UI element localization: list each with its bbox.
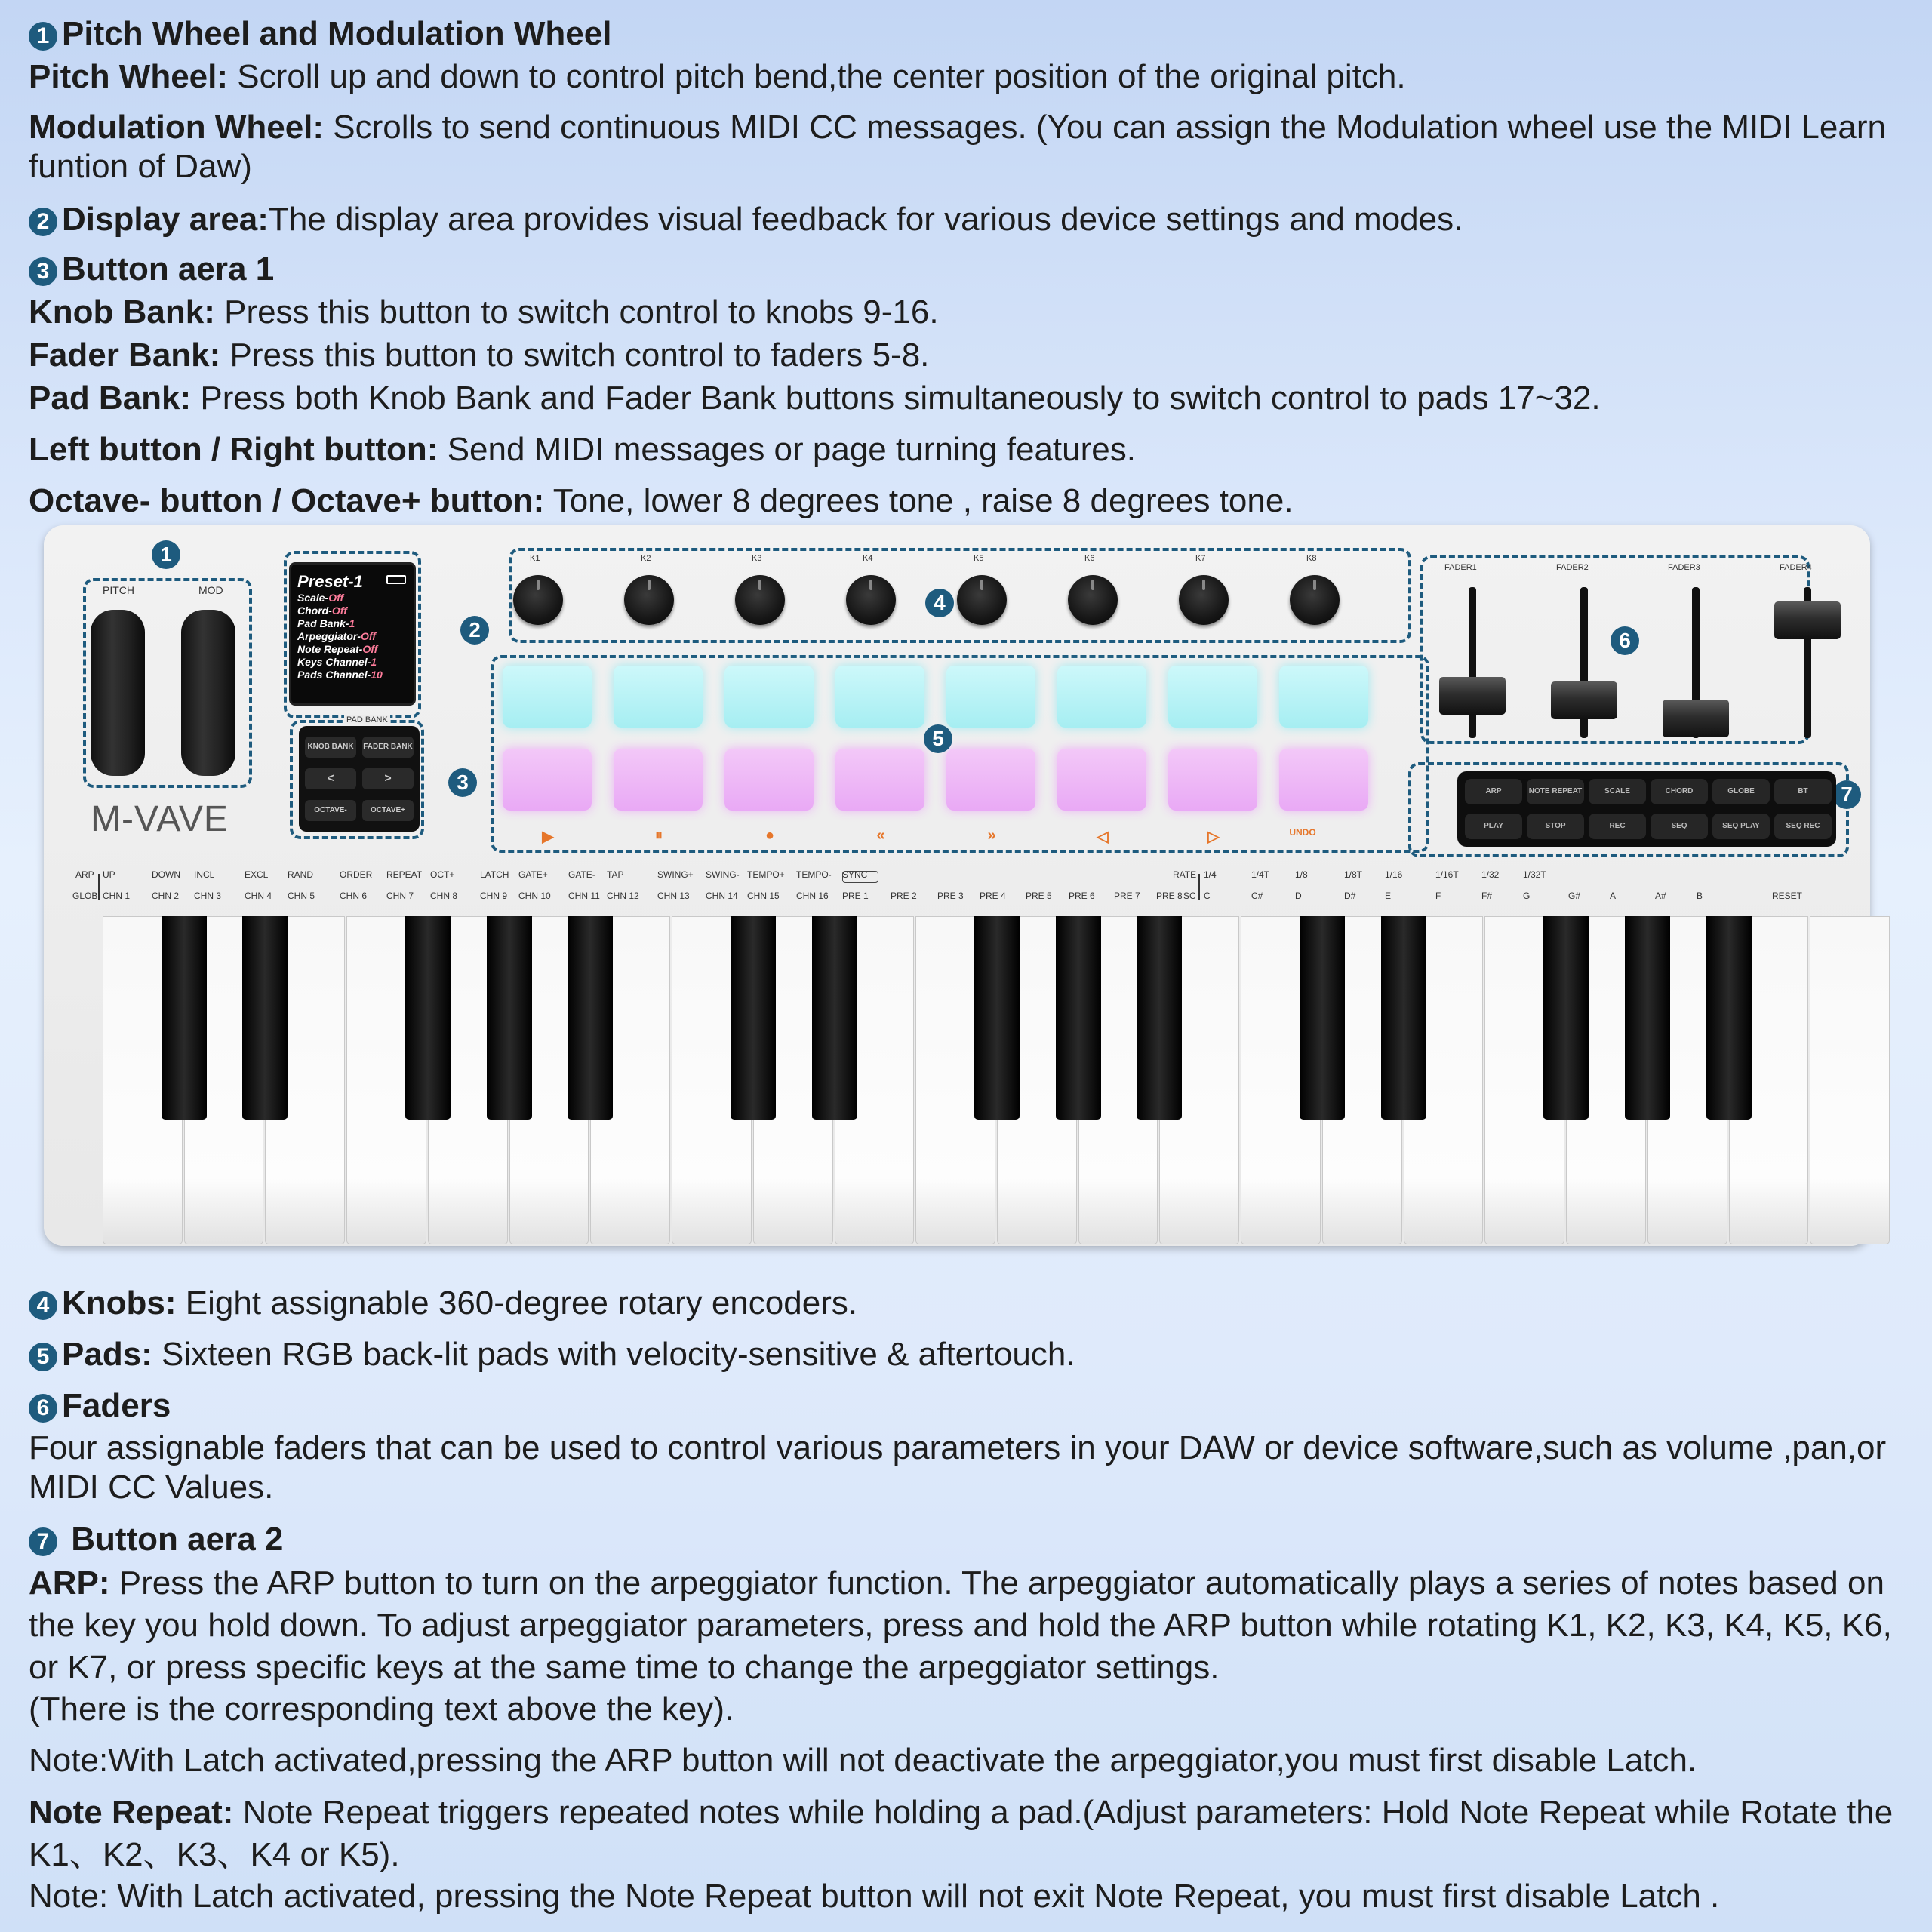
key-top-label: 1/32 — [1481, 869, 1500, 880]
key-bottom-label: PRE 1 — [842, 891, 869, 901]
button-area-2 — [1457, 771, 1836, 847]
pitch-wheel[interactable] — [91, 610, 145, 776]
key-bottom-label: CHN 8 — [430, 891, 458, 901]
display-area-desc — [29, 199, 1908, 240]
knob-1[interactable] — [513, 575, 563, 625]
key-bottom-label: PRE 8 — [1156, 891, 1183, 901]
text: Tone, lower 8 degrees tone , raise 8 degrees tone. — [544, 482, 1294, 519]
left-button[interactable]: < — [305, 768, 356, 789]
screen-value: 1 — [371, 656, 377, 668]
battery-icon — [386, 575, 406, 584]
text: Scroll up and down to control pitch bend,the center position of the original pitch. — [228, 58, 1406, 95]
label: Fader Bank: — [29, 337, 221, 374]
knob-label: K8 — [1306, 554, 1317, 563]
screen-value: Off — [331, 605, 347, 617]
key-top-label: SWING- — [706, 869, 740, 880]
screen-key: Pads Channel- — [297, 669, 371, 681]
screen-line — [297, 592, 408, 605]
black-key[interactable] — [568, 916, 613, 1120]
fader-track — [1469, 587, 1476, 738]
transport-label: « — [876, 827, 885, 844]
key-top-label: OCT+ — [430, 869, 455, 880]
knob-6[interactable] — [1068, 575, 1118, 625]
key-bottom-label: CHN 16 — [796, 891, 829, 901]
callout-4-badge: 4 — [29, 1291, 57, 1320]
fader-bank-desc — [29, 335, 1908, 376]
black-key[interactable] — [1381, 916, 1426, 1120]
callout-2-badge: 2 — [29, 208, 57, 236]
text: Press the ARP button to turn on the arpeggiator function. The arpeggiator automatically plays a series of notes based on the key you hold down. To adjust arpeggiator parameters, press and hold the ARP button while rotating K1, K2, K3, K4, K5, K6, or K7, or press specific keys at the same time to change the arpeggiator settings. — [29, 1564, 1892, 1686]
key-bottom-label: PRE 5 — [1026, 891, 1052, 901]
key-bottom-label: B — [1697, 891, 1703, 901]
pad-7[interactable] — [1168, 666, 1257, 728]
label: Display area: — [62, 201, 269, 238]
globe-button[interactable]: GLOBE — [1712, 779, 1770, 804]
callout-6-badge: 6 — [29, 1394, 57, 1423]
black-key[interactable] — [162, 916, 207, 1120]
screen-key: Keys Channel- — [297, 656, 371, 668]
knob-label: K4 — [863, 554, 873, 563]
screen-line — [297, 669, 408, 681]
knob-label: K5 — [974, 554, 984, 563]
black-key[interactable] — [1706, 916, 1752, 1120]
pad-8[interactable] — [1279, 666, 1368, 728]
knob-label: K7 — [1195, 554, 1206, 563]
text: Scrolls to send continuous MIDI CC messages. (You can assign the Modulation wheel use the MIDI Learn funtion of Daw) — [29, 109, 1886, 185]
key-bottom-label: CHN 2 — [152, 891, 180, 901]
key-top-label: TAP — [607, 869, 624, 880]
midi-controller-device — [44, 525, 1870, 1246]
key-bottom-label: CHN 15 — [747, 891, 780, 901]
key-bottom-label: PRE 3 — [937, 891, 964, 901]
key-bottom-label: SC — [1183, 891, 1196, 901]
key-top-label: 1/16T — [1435, 869, 1459, 880]
callout-1: 1 — [152, 540, 180, 569]
heading-text: Button aera 2 — [62, 1521, 284, 1558]
text: Note Repeat triggers repeated notes while holding a pad.(Adjust parameters: Hold Note Repeat while Rotate the K1、K2、K3、K4 or K5). — [29, 1794, 1894, 1873]
key-top-label: TEMPO- — [796, 869, 832, 880]
key-top-label: 1/4T — [1251, 869, 1270, 880]
knob-8[interactable] — [1290, 575, 1340, 625]
black-key[interactable] — [731, 916, 776, 1120]
key-bottom-label: CHN 1 — [103, 891, 131, 901]
heading-faders — [29, 1386, 1908, 1426]
callout-7-badge: 7 — [29, 1527, 57, 1556]
key-bottom-label: CHN 10 — [518, 891, 551, 901]
text: Eight assignable 360-degree rotary encoders. — [176, 1284, 858, 1321]
key-top-label: TEMPO+ — [747, 869, 785, 880]
text: Sixteen RGB back-lit pads with velocity-sensitive & aftertouch. — [152, 1336, 1075, 1373]
mod-label: MOD — [198, 584, 223, 596]
key-bottom-label: D — [1295, 891, 1302, 901]
knobs-desc — [29, 1283, 1908, 1324]
key-top-label: SYNC — [842, 869, 868, 880]
screen-key: Scale- — [297, 592, 329, 604]
screen-value: 10 — [371, 669, 383, 681]
fader-label: FADER3 — [1668, 563, 1700, 572]
pad-15[interactable] — [1168, 749, 1257, 811]
key-top-label: LATCH — [480, 869, 509, 880]
key-bottom-label: CHN 12 — [607, 891, 639, 901]
note-repeat-desc — [29, 1792, 1908, 1876]
fader-4-cap[interactable] — [1774, 601, 1841, 639]
faders-desc: Four assignable faders that can be used to control various parameters in your DAW or device software,such as volume ,pan,or MIDI CC Values. — [29, 1429, 1887, 1506]
key-top-label: 1/4 — [1204, 869, 1217, 880]
keyboard — [103, 916, 1891, 1244]
key-bottom-label: A — [1610, 891, 1617, 901]
octave-desc — [29, 481, 1908, 521]
fader-label: FADER4 — [1780, 563, 1812, 572]
pad-16[interactable] — [1279, 749, 1368, 811]
fader-1-cap[interactable] — [1439, 677, 1506, 715]
knob-label: K1 — [530, 554, 540, 563]
fader-label: FADER1 — [1444, 563, 1477, 572]
pad-2[interactable] — [614, 666, 703, 728]
callout-5: 5 — [924, 724, 952, 753]
knob-2[interactable] — [624, 575, 674, 625]
text: Press this button to switch control to faders 5-8. — [220, 337, 930, 374]
note-repeat-latch-note: Note: With Latch activated, pressing the Note Repeat button will not exit Note Repeat, you must first disable Latch . — [29, 1878, 1720, 1915]
black-key[interactable] — [487, 916, 532, 1120]
key-bottom-label: CHN 3 — [194, 891, 222, 901]
knob-bank-desc — [29, 292, 1908, 333]
pads-desc — [29, 1334, 1908, 1375]
heading-pitch-mod — [29, 14, 1908, 54]
text: Press both Knob Bank and Fader Bank buttons simultaneously to switch control to pads 17~32. — [191, 380, 1601, 417]
key-top-label: RATE — [1173, 869, 1197, 880]
key-bottom-label: PRE 7 — [1114, 891, 1140, 901]
key-bottom-label: PRE 4 — [980, 891, 1006, 901]
heading-button-area-2 — [29, 1519, 1908, 1560]
key-top-label: 1/8T — [1344, 869, 1363, 880]
key-bottom-label: CHN 6 — [340, 891, 368, 901]
screen-line — [297, 643, 408, 656]
knob-5[interactable] — [957, 575, 1007, 625]
divider — [1198, 874, 1200, 900]
pitch-label: PITCH — [103, 584, 134, 596]
label: ARP: — [29, 1564, 110, 1601]
key-top-label: 1/32T — [1523, 869, 1546, 880]
callout-3-badge: 3 — [29, 257, 57, 286]
knob-3[interactable] — [735, 575, 785, 625]
label: Knobs: — [62, 1284, 177, 1321]
callout-4: 4 — [925, 589, 954, 617]
arp-latch-note: Note:With Latch activated,pressing the ARP button will not deactivate the arpeggiator,you must first disable Latch. — [29, 1742, 1697, 1779]
screen-key: Pad Bank- — [297, 617, 349, 629]
label: Modulation Wheel: — [29, 109, 325, 146]
modulation-wheel[interactable] — [181, 610, 235, 776]
knob-4[interactable] — [846, 575, 896, 625]
octave-minus-button[interactable]: OCTAVE- — [305, 800, 356, 821]
transport-label: ▷ — [1208, 829, 1220, 845]
scale-button[interactable]: SCALE — [1589, 779, 1646, 804]
knob-label: K2 — [641, 554, 651, 563]
callout-3: 3 — [448, 768, 477, 797]
key-top-label: GATE+ — [518, 869, 548, 880]
key-bottom-label: C — [1204, 891, 1211, 901]
callout-7: 7 — [1832, 780, 1861, 809]
arp-note-paren: (There is the corresponding text above the key). — [29, 1690, 734, 1727]
transport-label: UNDO — [1289, 827, 1316, 838]
key-top-label: 1/16 — [1385, 869, 1403, 880]
pad-bank-label: PAD BANK — [344, 715, 390, 724]
black-key[interactable] — [1056, 916, 1101, 1120]
key-bottom-label: GLOB — [72, 891, 98, 901]
key-bottom-label: E — [1385, 891, 1392, 901]
key-top-label: REPEAT — [386, 869, 423, 880]
screen-value: Off — [328, 592, 344, 604]
key-top-label: DOWN — [152, 869, 180, 880]
key-bottom-label: CHN 5 — [288, 891, 315, 901]
screen-value: 1 — [349, 617, 355, 629]
key-bottom-label: G# — [1568, 891, 1581, 901]
key-bottom-label: CHN 14 — [706, 891, 738, 901]
label: Pad Bank: — [29, 380, 192, 417]
screen-line — [297, 656, 408, 669]
mod-wheel-desc — [29, 108, 1908, 186]
stop-button[interactable]: STOP — [1527, 814, 1584, 839]
display-screen — [289, 562, 416, 706]
note-repeat-button[interactable]: NOTE REPEAT — [1527, 779, 1584, 804]
divider — [98, 874, 100, 900]
text: Press this button to switch control to knobs 9-16. — [214, 294, 939, 331]
pad-10[interactable] — [614, 749, 703, 811]
transport-label: ● — [764, 827, 775, 844]
knob-bank-button[interactable]: KNOB BANK — [305, 737, 356, 758]
key-top-label: 1/8 — [1295, 869, 1308, 880]
text: Send MIDI messages or page turning features. — [438, 431, 1136, 468]
pad-12[interactable] — [835, 749, 924, 811]
screen-value: Off — [361, 630, 376, 642]
knob-7[interactable] — [1179, 575, 1229, 625]
key-top-label: GATE- — [568, 869, 595, 880]
sync-box — [842, 871, 878, 883]
key-top-label: SWING+ — [657, 869, 694, 880]
key-top-label: EXCL — [245, 869, 269, 880]
seq-rec-button[interactable]: SEQ REC — [1774, 814, 1832, 839]
black-key[interactable] — [974, 916, 1020, 1120]
label: Left button / Right button: — [29, 431, 438, 468]
fader-bank-button[interactable]: FADER BANK — [362, 737, 414, 758]
right-button[interactable]: > — [362, 768, 414, 789]
key-bottom-label: PRE 2 — [891, 891, 917, 901]
arp-desc — [29, 1562, 1908, 1689]
black-key[interactable] — [812, 916, 857, 1120]
black-key[interactable] — [1625, 916, 1670, 1120]
heading-text: Pitch Wheel and Modulation Wheel — [62, 15, 612, 52]
pad-13[interactable] — [946, 749, 1035, 811]
screen-key: Note Repeat- — [297, 643, 363, 655]
key-top-label: INCL — [194, 869, 215, 880]
callout-1-badge: 1 — [29, 22, 57, 51]
pad-9[interactable] — [503, 749, 592, 811]
transport-label: ◁ — [1097, 829, 1109, 845]
label: Knob Bank: — [29, 294, 215, 331]
callout-5-badge: 5 — [29, 1343, 57, 1371]
heading-button-area-1 — [29, 249, 1908, 290]
pad-bank-desc — [29, 378, 1908, 419]
key-bottom-label: CHN 11 — [568, 891, 600, 901]
screen-lines — [297, 592, 408, 681]
label: Octave- button / Octave+ button: — [29, 482, 545, 519]
transport-label: ⏸ — [655, 827, 663, 844]
key-bottom-label: C# — [1251, 891, 1263, 901]
play-button[interactable]: PLAY — [1465, 814, 1522, 839]
black-key[interactable] — [1300, 916, 1345, 1120]
key-bottom-label: CHN 9 — [480, 891, 508, 901]
bt-button[interactable]: BT — [1774, 779, 1832, 804]
label: Pitch Wheel: — [29, 58, 229, 95]
key-bottom-label: RESET — [1772, 891, 1803, 901]
transport-label: » — [987, 827, 996, 844]
screen-line — [297, 630, 408, 643]
heading-text: Button aera 1 — [62, 251, 275, 288]
key-bottom-label: D# — [1344, 891, 1356, 901]
pad-1[interactable] — [503, 666, 592, 728]
screen-key: Chord- — [297, 605, 332, 617]
seq-button[interactable]: SEQ — [1651, 814, 1708, 839]
arp-button[interactable]: ARP — [1465, 779, 1522, 804]
key-top-label: RAND — [288, 869, 314, 880]
fader-3-cap[interactable] — [1663, 700, 1729, 737]
pad-3[interactable] — [724, 666, 814, 728]
brand-logo: M-VAVE — [91, 799, 229, 839]
pitch-wheel-desc — [29, 57, 1908, 97]
key-bottom-label: CHN 13 — [657, 891, 690, 901]
seq-play-button[interactable]: SEQ PLAY — [1712, 814, 1770, 839]
pad-11[interactable] — [724, 749, 814, 811]
black-key[interactable] — [405, 916, 451, 1120]
key-bottom-label: CHN 7 — [386, 891, 414, 901]
callout-6: 6 — [1611, 626, 1639, 655]
transport-label: ▶ — [542, 829, 554, 845]
fader-2-cap[interactable] — [1551, 681, 1617, 719]
key-top-label: ARP — [75, 869, 94, 880]
pad-4[interactable] — [835, 666, 924, 728]
white-key[interactable] — [1810, 916, 1890, 1244]
key-top-label: ORDER — [340, 869, 373, 880]
chord-button[interactable]: CHORD — [1651, 779, 1708, 804]
screen-value: Off — [362, 643, 378, 655]
key-bottom-label: G — [1523, 891, 1531, 901]
text: The display area provides visual feedback for various device settings and modes. — [268, 201, 1463, 238]
button-area-1 — [299, 726, 420, 832]
left-right-desc — [29, 429, 1908, 470]
black-key[interactable] — [1543, 916, 1589, 1120]
screen-line — [297, 605, 408, 617]
key-top-label: UP — [103, 869, 115, 880]
screen-key: Arpeggiator- — [297, 630, 361, 642]
black-key[interactable] — [1137, 916, 1182, 1120]
pad-5[interactable] — [946, 666, 1035, 728]
key-bottom-label: CHN 4 — [245, 891, 272, 901]
label: Pads: — [62, 1336, 152, 1373]
key-bottom-label: F — [1435, 891, 1441, 901]
key-bottom-label: F# — [1481, 891, 1493, 901]
octave-plus-button[interactable]: OCTAVE+ — [362, 800, 414, 821]
key-bottom-label: PRE 6 — [1069, 891, 1095, 901]
knob-label: K6 — [1084, 554, 1095, 563]
black-key[interactable] — [242, 916, 288, 1120]
callout-2: 2 — [460, 616, 489, 645]
screen-line — [297, 617, 408, 630]
key-bottom-label: A# — [1655, 891, 1666, 901]
fader-label: FADER2 — [1556, 563, 1589, 572]
pad-6[interactable] — [1057, 666, 1146, 728]
rec-button[interactable]: REC — [1589, 814, 1646, 839]
pad-14[interactable] — [1057, 749, 1146, 811]
screen-title: Preset-1 — [297, 572, 363, 591]
label: Note Repeat: — [29, 1794, 234, 1831]
heading-text: Faders — [62, 1387, 171, 1424]
knob-label: K3 — [752, 554, 762, 563]
